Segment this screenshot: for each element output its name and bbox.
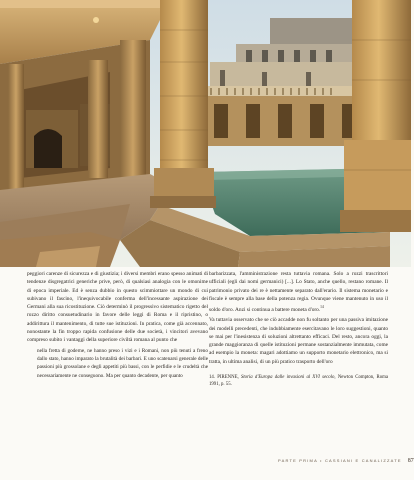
footnote-author: PIRENNE, bbox=[217, 375, 239, 381]
footnote-publication: Newton Compton, Roma 1991, p. 55. bbox=[209, 375, 389, 388]
footnote-number: 14. bbox=[209, 375, 215, 381]
body-paragraph: Va tuttavia osservato che se ciò accadde non fu soltanto per una passiva imitazione dei modelli precedenti, che indubbiamente esercitavano le loro suggestioni, quanto se mai per l'inesistenza di soluzioni altrettanto efficaci. Del resto, ancora oggi, la grande maggioranza di quelle istituzioni permane sostanzialmente immutata, come ad esempio la moneta: magari adottiamo un supporto monetario elettronico, ma si tratta, in ultima analisi, di un più pratico trasporto dell'oro bbox=[209, 317, 388, 365]
right-text-column bbox=[209, 270, 388, 388]
block-quote: nella fretta di goderne, ne hanno preso i vizi e i Romani, non più tenuti a freno dallo stato, hanno imparato la brutalità dei barbari. E uno scatenarsi generale delle passioni più grossolane e degli appetiti più bassi, con le perfidie e le crudeltà che necessariamente ne conseguono. Ma per quanto decadente, per quanto bbox=[37, 347, 208, 379]
footnote bbox=[209, 374, 388, 388]
footnote-title: Storia d'Europa dalle invasioni al XVI secolo, bbox=[240, 375, 336, 381]
page-footer bbox=[278, 458, 414, 464]
body-text: barbarizzata, l'amministrazione resta tuttavia romana. Solo a rozzi trascrittori ufficiali (egli dai nomi germanici) [...]. Lo Stato, anche quello, restano romane. Il patrimonio privato dei re è nettamente separato dall'erario. Il sistema monetario e fiscale è sempre alla base della potenza regia. Ovunque viene mantenuto in uso il soldo d'oro. Anzi si continua a battere moneta d'oro. bbox=[209, 271, 388, 313]
left-text-column bbox=[27, 270, 208, 380]
body-paragraph bbox=[209, 270, 388, 314]
page-number: 87 bbox=[407, 458, 414, 464]
running-head: PARTE PRIMA • CASSIANI E CANALIZZATE bbox=[278, 458, 402, 463]
footnote-mark: 14 bbox=[320, 305, 324, 310]
body-paragraph: peggiori carenze di sicurezza e di giustizia; i diversi membri erano spesso animati di tendenze disgregatrici generiche prive, però, di qualsiasi analogia con le omonime di epoca imperiale. Ed è senza dubbio in questo scimmiottare un mondo di cui subivano il fascino, l'inequivocabile conferma dell'incessante aspirazione dei Germani alla sua ricostituzione. Ciò determinò il progressivo sistematico rigetto del rozzo diritto consuetudinario in favore delle leggi di Roma e il ripristino, o addirittura il mantenimento, di tutte sue istituzioni. In pratica, come già accennato, nonostante la fin troppo rapida confusione delle due società, i vincitori avevano compreso subito i vantaggi della superiore civiltà romana al punto che bbox=[27, 271, 208, 344]
